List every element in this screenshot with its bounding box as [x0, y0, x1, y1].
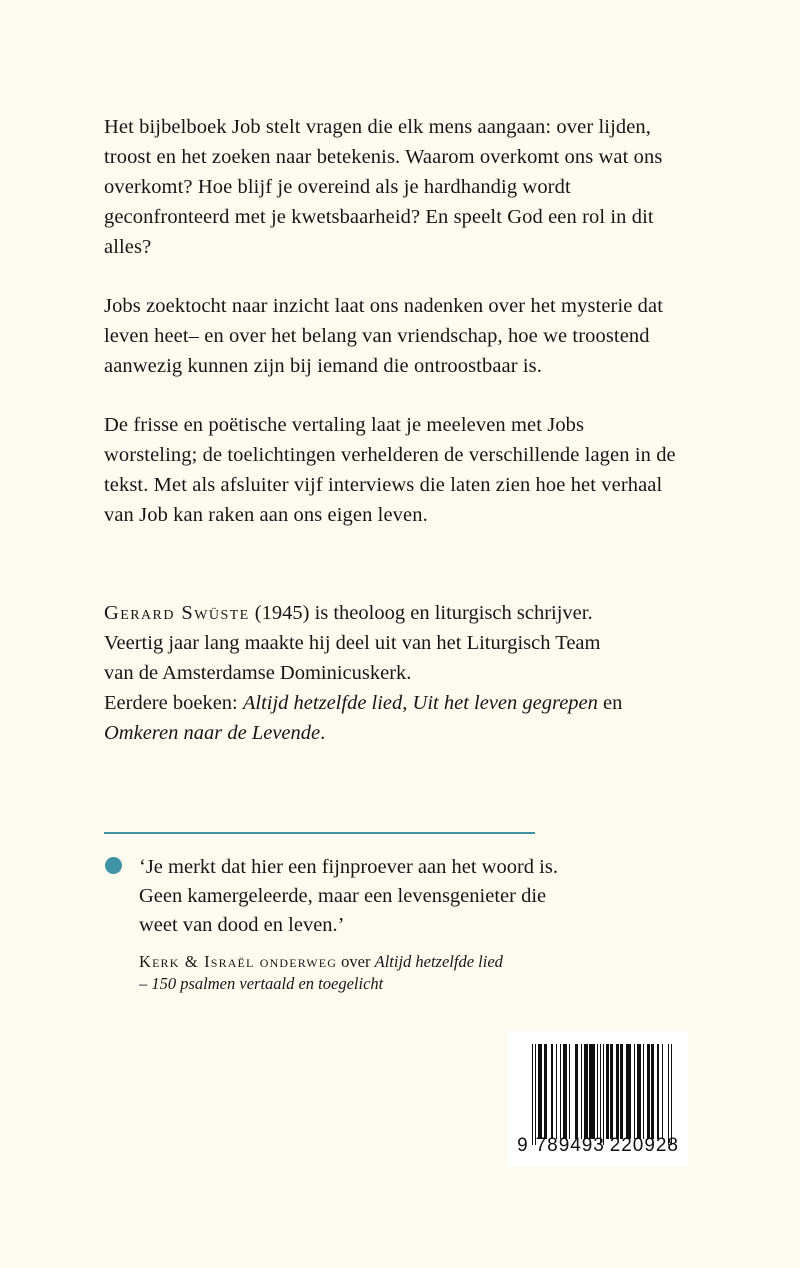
isbn-group-2: 220928: [609, 1135, 679, 1156]
review-attribution: [139, 951, 599, 995]
previous-books-label: Eerdere boeken:: [104, 692, 238, 714]
books-conjunction: en: [603, 692, 623, 714]
author-name: Gerard Swüste: [104, 602, 250, 624]
review-source-subtitle: – 150 psalmen vertaald en toegelicht: [139, 974, 384, 993]
previous-book-title-2: Uit het leven gegrepen: [412, 692, 598, 714]
blurb-paragraph-2: Jobs zoektocht naar inzicht laat ons nadenken over het mysterie dat leven heet– en over het belang van vriendschap, hoe we troostend aanwezig kunnen zijn bij iemand die ontroostbaar is.: [104, 295, 664, 377]
isbn-group-1: 789493: [535, 1135, 605, 1156]
review-source-connector: over: [337, 952, 375, 971]
previous-books-line: Eerdere boeken: Altijd hetzelfde lied, Uit het leven gegrepen en Omkeren naar de Levende.: [104, 692, 623, 744]
author-bio-line-1: [104, 598, 680, 628]
bio-period: .: [320, 722, 326, 744]
review-quote-text: ‘Je merkt dat hier een fijnproever aan het woord is. Geen kamergeleerde, maar een levensgenieter die weet van dood en leven.’: [139, 856, 558, 936]
author-bio-line-2: Veertig jaar lang maakte hij deel uit van het Liturgisch Team: [104, 632, 601, 654]
barcode-digits: [508, 1135, 688, 1157]
previous-book-title-1: Altijd hetzelfde lied: [242, 692, 403, 714]
blurb-section: [104, 112, 680, 530]
barcode-box: [508, 1031, 688, 1166]
blurb-paragraph-1: Het bijbelboek Job stelt vragen die elk mens aangaan: over lijden, troost en het zoeken naar betekenis. Waarom overkomt ons wat ons overkomt? Hoe blijf je overeind als je hardhandig wordt geconfronteerd met je kwetsbaarheid? En speelt God een rol in dit alles?: [104, 116, 663, 258]
review-source-name: Kerk & Israël onderweg: [139, 952, 338, 971]
barcode-bars: [532, 1044, 672, 1139]
author-role-text: is theoloog en liturgisch schrijver.: [309, 602, 593, 624]
isbn-lead-digit: 9: [517, 1135, 529, 1156]
review-bullet-icon: [105, 857, 122, 874]
previous-book-title-3: Omkeren naar de Levende: [104, 722, 321, 744]
author-bio-section: [104, 598, 680, 748]
blurb-paragraph-3: De frisse en poëtische vertaling laat je meeleven met Jobs worsteling; de toelichtingen verhelderen de verschillende lagen in de tekst. Met als afsluiter vijf interviews die laten zien hoe het verhaal van Job kan raken aan ons eigen leven.: [104, 414, 676, 526]
review-divider-rule: [104, 832, 535, 834]
review-source-work: Altijd hetzelfde lied: [374, 952, 503, 971]
author-birth-year: (1945): [254, 602, 310, 624]
author-bio-line-3: van de Amsterdamse Dominicuskerk.: [104, 662, 412, 684]
